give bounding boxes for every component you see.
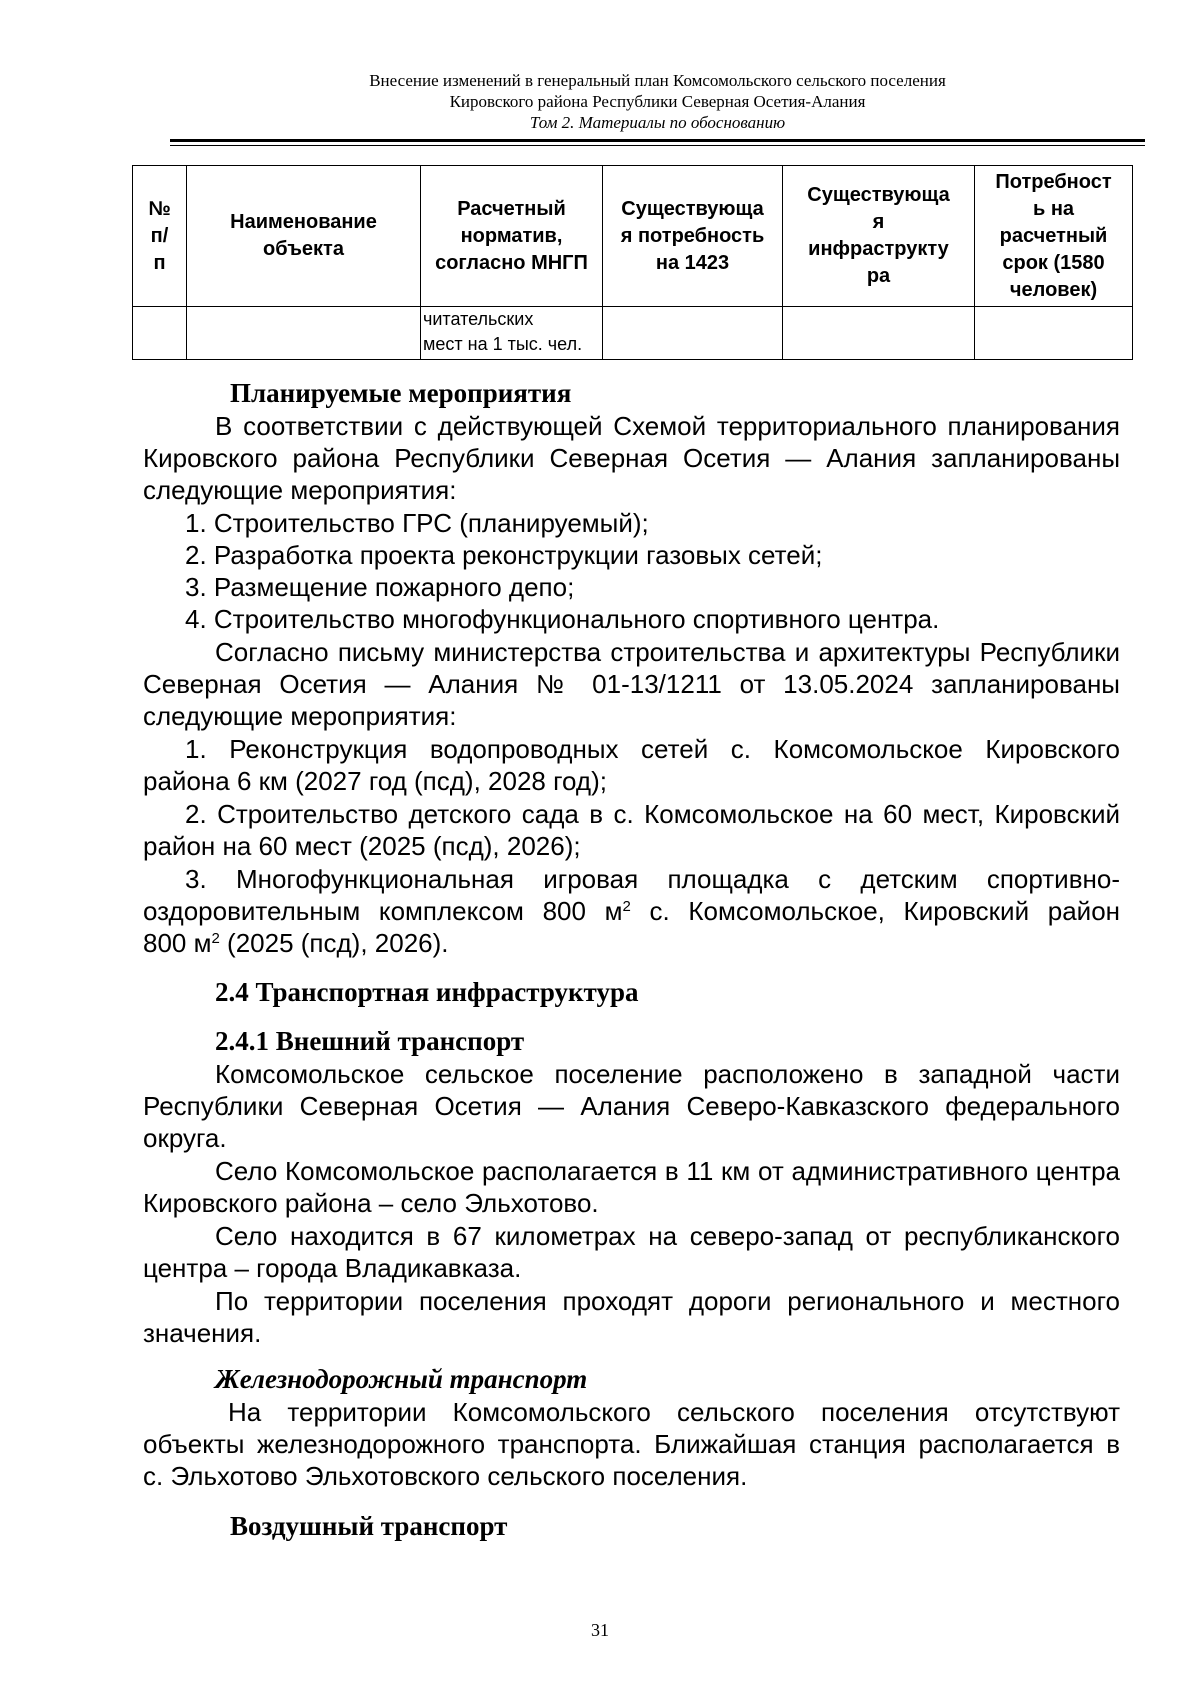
paragraph-line: центра – города Владикавказа. [143,1253,522,1283]
header-cell-existing-need: Существующа я потребность на 1423 [603,166,783,307]
section-heading-transport: 2.4 Транспортная инфраструктура [215,977,639,1007]
list-item: 2. Разработка проекта реконструкции газовых сетей; [185,540,823,570]
paragraph-line: Кировского района Республики Северная Осетия — Алания запланированы [143,443,1120,473]
planned-activities-heading: Планируемые мероприятия [230,378,572,408]
list-item: 2. Строительство детского сада в с. Комсомольское на 60 мест, Кировский [185,799,1120,829]
subsection-heading-external: 2.4.1 Внешний транспорт [215,1026,525,1056]
paragraph-line: В соответствии с действующей Схемой территориального планирования [215,411,1120,441]
paragraph-line: объекты железнодорожного транспорта. Ближайшая станция располагается в [143,1429,1120,1459]
list-item-continuation: района 6 км (2027 год (псд), 2028 год); [143,766,607,796]
paragraph-line: с. Эльхотово Эльхотовского сельского поселения. [143,1461,748,1491]
list-item: 3. Многофункциональная игровая площадка с детским спортивно- [185,864,1120,894]
paragraph-line: На территории Комсомольского сельского поселения отсутствуют [228,1397,1120,1427]
paragraph-line: округа. [143,1123,227,1153]
paragraph-line: Республики Северная Осетия — Алания Северо-Кавказского федерального [143,1091,1120,1121]
rail-transport-heading: Железнодорожный транспорт [215,1364,588,1394]
table-cell [133,307,187,360]
header-cell-projected-need: Потребност ь на расчетный срок (1580 человек) [975,166,1133,307]
header-cell-number: № п/ п [133,166,187,307]
list-item: 4. Строительство многофункционального спортивного центра. [185,604,940,634]
list-item: 1. Реконструкция водопроводных сетей с. Комсомольское Кировского [185,734,1120,764]
table-cell [975,307,1133,360]
list-item-continuation: 800 $м^2$ (2025 (псд), 2026). [143,928,449,958]
paragraph-line: Село Комсомольское располагается в 11 км от административного центра [215,1156,1120,1186]
paragraph-line: Согласно письму министерства строительства и архитектуры Республики [215,637,1120,667]
header-cell-existing-infrastructure: Существующа я инфраструкту ра [783,166,975,307]
list-item: 3. Размещение пожарного депо; [185,572,575,602]
table-cell [783,307,975,360]
paragraph-line: По территории поселения проходят дороги регионального и местного [215,1286,1120,1316]
header-rule-thin [170,145,1145,146]
paragraph-line: Северная Осетия — Алания № 01-13/1211 от 13.05.2024 запланированы [143,669,1120,699]
paragraph-line: значения. [143,1318,262,1348]
header-rule-thick [170,139,1145,142]
table-cell [603,307,783,360]
paragraph-line: следующие мероприятия: [143,475,457,505]
header-line-1: Внесение изменений в генеральный план Комсомольского сельского поселения [369,71,946,90]
paragraph-line: следующие мероприятия: [143,701,457,731]
list-item-continuation: район на 60 мест (2025 (псд), 2026); [143,831,581,861]
header-line-3: Том 2. Материалы по обоснованию [529,113,786,132]
paragraph-line: Комсомольское сельское поселение расположено в западной части [215,1059,1120,1089]
table-cell-norm-value: читательских мест на 1 тыс. чел. [421,307,603,360]
paragraph-line: Кировского района – село Эльхотово. [143,1188,599,1218]
air-transport-heading: Воздушный транспорт [230,1511,508,1541]
running-header [170,70,1145,133]
header-cell-object-name: Наименование объекта [187,166,421,307]
list-item-continuation: оздоровительным комплексом 800 $м^2$ с. Комсомольское, Кировский район [143,896,1121,926]
table-row [133,307,1133,360]
list-item: 1. Строительство ГРС (планируемый); [185,508,649,538]
header-cell-norm: Расчетный норматив, согласно МНГП [421,166,603,307]
table-cell [187,307,421,360]
paragraph-line: Село находится в 67 километрах на северо-запад от республиканского [215,1221,1120,1251]
table-header-row [133,166,1133,307]
norms-table [132,165,1133,360]
page-number: 31 [591,1620,609,1640]
header-line-2: Кировского района Республики Северная Осетия-Алания [449,92,866,111]
